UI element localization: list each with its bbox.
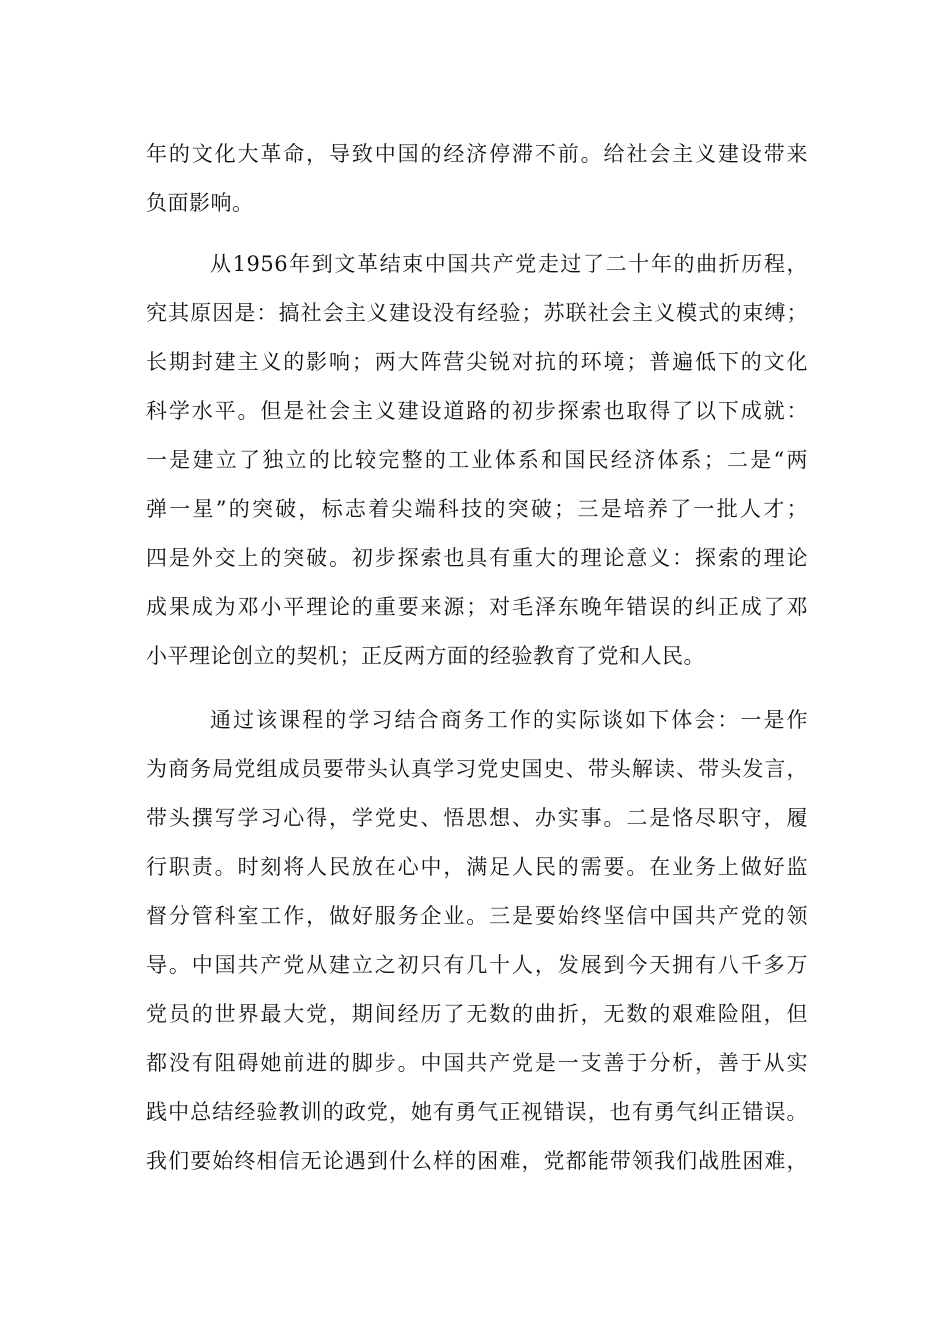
- paragraph-line: 督分管科室工作，做好服务企业。三是要始终坚信中国共产党的领: [146, 904, 808, 928]
- paragraph-line: 从1956年到文革结束中国共产党走过了二十年的曲折历程，: [210, 252, 808, 276]
- paragraph-line: 一是建立了独立的比较完整的工业体系和国民经济体系；二是“两: [146, 448, 808, 472]
- paragraph-line: 通过该课程的学习结合商务工作的实际谈如下体会：一是作: [210, 708, 808, 732]
- paragraph-line: 究其原因是：搞社会主义建设没有经验；苏联社会主义模式的束缚；: [146, 301, 808, 325]
- paragraph-line: 为商务局党组成员要带头认真学习党史国史、带头解读、带头发言，: [146, 757, 808, 781]
- paragraph-line: 都没有阻碍她前进的脚步。中国共产党是一支善于分析，善于从实: [146, 1051, 808, 1075]
- paragraph-line: 年的文化大革命，导致中国的经济停滞不前。给社会主义建设带来: [146, 142, 808, 166]
- paragraph-line: 带头撰写学习心得，学党史、悟思想、办实事。二是恪尽职守，履: [146, 806, 808, 830]
- paragraph-line: 成果成为邓小平理论的重要来源；对毛泽东晚年错误的纠正成了邓: [146, 595, 808, 619]
- paragraph-2: [146, 240, 808, 681]
- paragraph-3: [146, 696, 808, 1186]
- paragraph-line: 小平理论创立的契机；正反两方面的经验教育了党和人民。: [146, 644, 705, 668]
- paragraph-line: 我们要始终相信无论遇到什么样的困难，党都能带领我们战胜困难，: [146, 1149, 808, 1173]
- paragraph-line: 四是外交上的突破。初步探索也具有重大的理论意义：探索的理论: [146, 546, 808, 570]
- paragraph-line: 党员的世界最大党，期间经历了无数的曲折，无数的艰难险阻，但: [146, 1002, 808, 1026]
- paragraph-1: [146, 130, 808, 228]
- paragraph-line: 长期封建主义的影响；两大阵营尖锐对抗的环境；普遍低下的文化: [146, 350, 808, 374]
- paragraph-line: 行职责。时刻将人民放在心中，满足人民的需要。在业务上做好监: [146, 855, 808, 879]
- paragraph-line: 负面影响。: [146, 191, 254, 215]
- paragraph-line: 弹一星”的突破，标志着尖端科技的突破；三是培养了一批人才；: [146, 497, 808, 521]
- paragraph-line: 科学水平。但是社会主义建设道路的初步探索也取得了以下成就：: [146, 399, 808, 423]
- paragraph-line: 践中总结经验教训的政党，她有勇气正视错误，也有勇气纠正错误。: [146, 1100, 808, 1124]
- paragraph-line: 导。中国共产党从建立之初只有几十人，发展到今天拥有八千多万: [146, 953, 808, 977]
